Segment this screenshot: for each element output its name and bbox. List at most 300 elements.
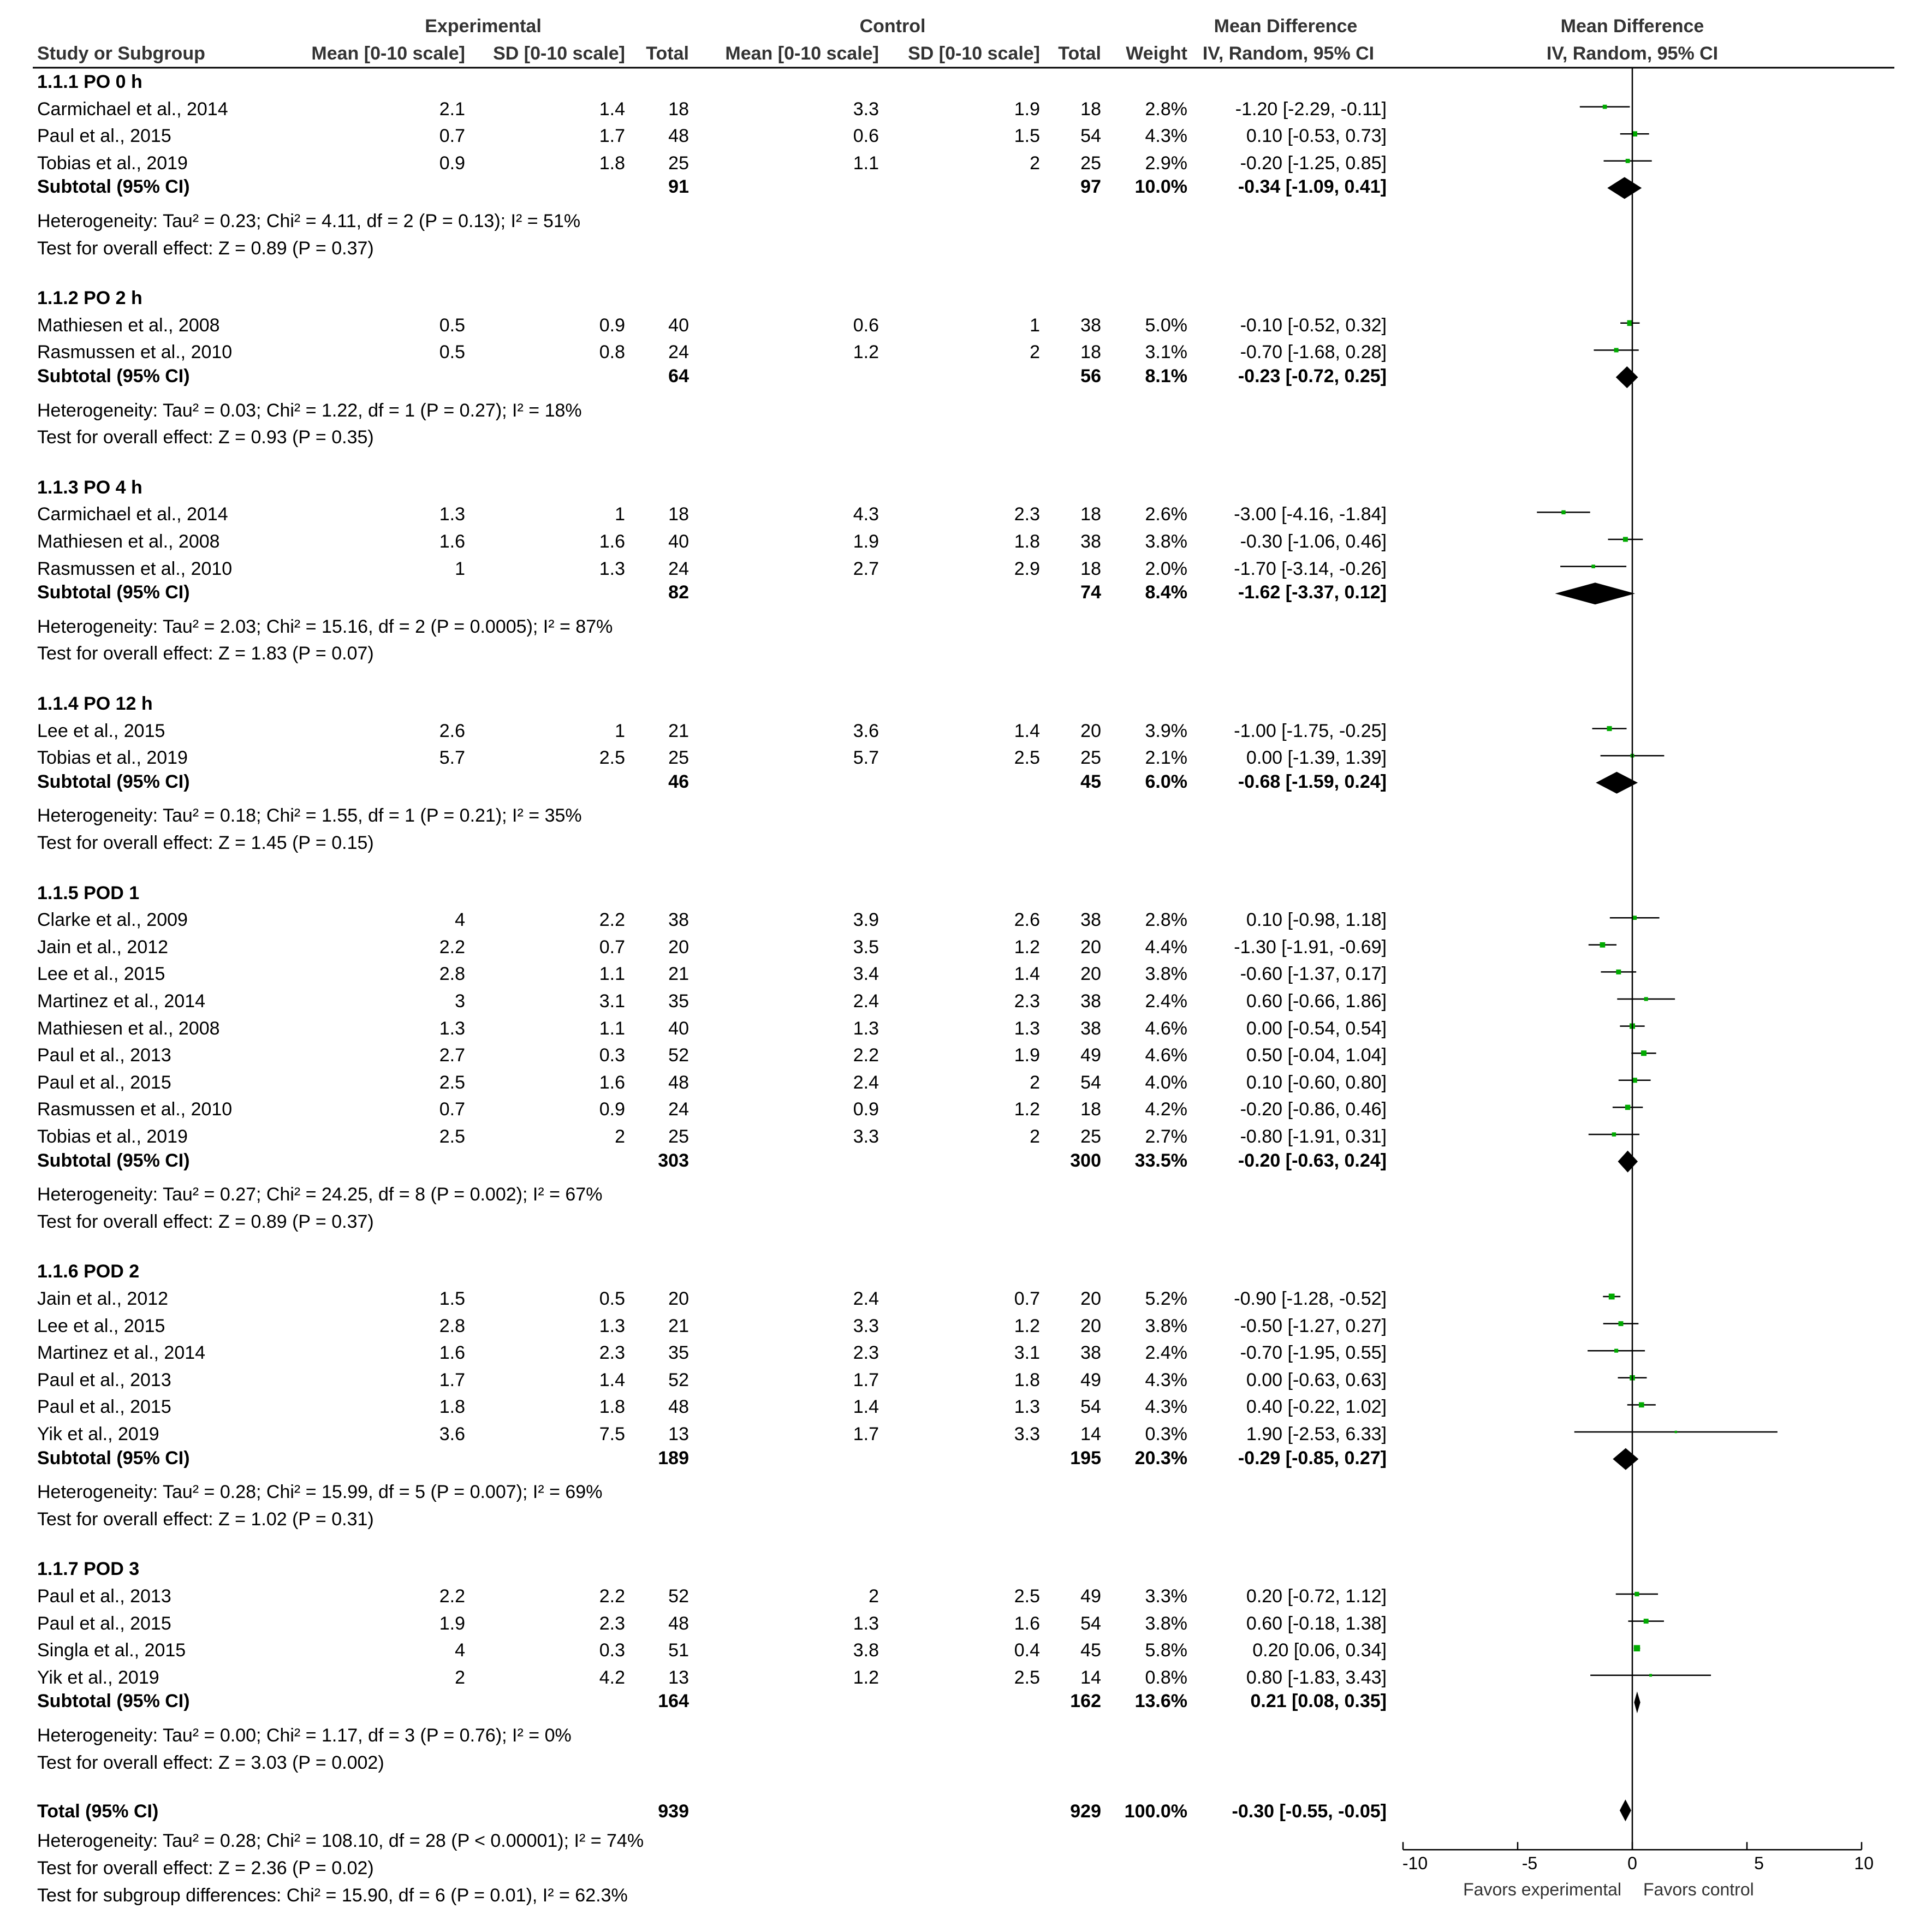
subtotal-diamond (1634, 1691, 1640, 1713)
study-name: Singla et al., 2015 (37, 1640, 186, 1661)
ctl-total: 18 (1080, 504, 1101, 525)
ctl-sd: 1.4 (1014, 964, 1040, 985)
ci-text: -1.30 [-1.91, -0.69] (1234, 936, 1387, 958)
overall-effect-text: Test for overall effect: Z = 0.89 (P = 0.37) (37, 1211, 374, 1232)
exp-total: 939 (658, 1801, 689, 1822)
weight: 2.8% (1145, 98, 1187, 120)
exp-mean: 1.5 (439, 1288, 465, 1309)
heterogeneity-text: Heterogeneity: Tau² = 2.03; Chi² = 15.16, df = 2 (P = 0.0005); I² = 87% (37, 616, 613, 637)
ctl-sd: 2 (1030, 1126, 1040, 1147)
ctl-total: 20 (1080, 1315, 1101, 1336)
exp-total: 46 (668, 771, 689, 792)
effect-point (1616, 970, 1621, 974)
subtotal-diamond (1613, 1448, 1638, 1470)
weight: 2.4% (1145, 991, 1187, 1012)
ctl-mean: 3.6 (853, 720, 879, 741)
ci-text: -0.10 [-0.52, 0.32] (1240, 314, 1387, 336)
exp-total: 13 (668, 1424, 689, 1444)
ctl-sd: 1.8 (1014, 1369, 1040, 1390)
effect-point (1614, 1349, 1618, 1353)
exp-sd: 1.6 (599, 1072, 625, 1093)
subgroup-differences: Test for subgroup differences: Chi² = 15.90, df = 6 (P = 0.01), I² = 62.3% (37, 1885, 628, 1906)
ci-text: -0.20 [-0.63, 0.24] (1238, 1150, 1387, 1171)
ctl-sd: 1.2 (1014, 1099, 1040, 1120)
ctl-sd: 2.5 (1014, 1586, 1040, 1607)
ctl-total: 18 (1080, 342, 1101, 363)
ctl-sd: 1.2 (1014, 1315, 1040, 1336)
ci-text: 0.10 [-0.53, 0.73] (1246, 126, 1387, 147)
header-study: Study or Subgroup (37, 43, 205, 64)
header-ctl-total: Total (1058, 43, 1101, 64)
ctl-total: 300 (1070, 1150, 1101, 1171)
effect-point (1641, 1050, 1647, 1056)
header-ci: IV, Random, 95% CI (1202, 43, 1375, 64)
ctl-mean: 2.7 (853, 558, 879, 579)
heterogeneity-text: Heterogeneity: Tau² = 0.18; Chi² = 1.55, df = 1 (P = 0.21); I² = 35% (37, 805, 582, 827)
exp-total: 48 (668, 126, 689, 147)
ctl-total: 54 (1080, 126, 1101, 147)
subtotal-label: Subtotal (95% CI) (37, 1447, 190, 1469)
ctl-total: 162 (1070, 1691, 1101, 1712)
header-mean-difference-table: Mean Difference (1214, 16, 1358, 37)
subgroup-title: 1.1.2 PO 2 h (37, 288, 142, 309)
ci-text: -0.20 [-1.25, 0.85] (1240, 152, 1387, 174)
heterogeneity-text: Heterogeneity: Tau² = 0.27; Chi² = 24.25, df = 8 (P = 0.002); I² = 67% (37, 1184, 603, 1205)
ci-text: -0.30 [-0.55, -0.05] (1232, 1801, 1387, 1822)
subgroup-title: 1.1.7 POD 3 (37, 1559, 140, 1580)
ctl-mean: 3.3 (853, 1126, 879, 1147)
weight: 2.6% (1145, 504, 1187, 525)
effect-point (1612, 1132, 1616, 1137)
study-name: Tobias et al., 2019 (37, 1126, 188, 1147)
ctl-mean: 0.6 (853, 126, 879, 147)
ctl-mean: 2.4 (853, 1288, 879, 1309)
ctl-sd: 1.9 (1014, 98, 1040, 120)
exp-sd: 0.9 (599, 314, 625, 336)
weight: 3.8% (1145, 1315, 1187, 1336)
exp-sd: 2 (615, 1126, 625, 1147)
study-name: Tobias et al., 2019 (37, 152, 188, 174)
overall-effect-text: Test for overall effect: Z = 1.02 (P = 0.31) (37, 1508, 374, 1530)
exp-total: 25 (668, 152, 689, 174)
subtotal-label: Subtotal (95% CI) (37, 1691, 190, 1712)
exp-total: 21 (668, 964, 689, 985)
ctl-mean: 2 (869, 1586, 879, 1607)
weight: 3.9% (1145, 720, 1187, 741)
exp-total: 35 (668, 991, 689, 1012)
exp-total: 303 (658, 1150, 689, 1171)
weight: 6.0% (1145, 771, 1187, 792)
ci-text: -0.29 [-0.85, 0.27] (1238, 1447, 1387, 1469)
weight: 2.8% (1145, 909, 1187, 931)
exp-sd: 1.3 (599, 558, 625, 579)
exp-total: 40 (668, 1018, 689, 1039)
ctl-mean: 3.8 (853, 1640, 879, 1661)
weight: 3.8% (1145, 964, 1187, 985)
exp-sd: 1.6 (599, 531, 625, 552)
exp-sd: 1 (615, 720, 625, 741)
study-name: Carmichael et al., 2014 (37, 98, 228, 120)
ci-text: -0.20 [-0.86, 0.46] (1240, 1099, 1387, 1120)
ctl-sd: 2 (1030, 342, 1040, 363)
effect-point (1625, 1105, 1630, 1110)
ctl-sd: 1.3 (1014, 1018, 1040, 1039)
overall-effect-text: Test for overall effect: Z = 3.03 (P = 0.002) (37, 1752, 384, 1773)
ctl-mean: 1.9 (853, 531, 879, 552)
subtotal-label: Subtotal (95% CI) (37, 771, 190, 792)
study-name: Paul et al., 2015 (37, 1396, 171, 1418)
ci-text: 1.90 [-2.53, 6.33] (1246, 1424, 1387, 1444)
subtotal-diamond (1607, 177, 1642, 199)
subgroup-title: 1.1.5 POD 1 (37, 882, 140, 903)
ci-text: -0.68 [-1.59, 0.24] (1238, 771, 1387, 792)
ctl-sd: 1 (1030, 314, 1040, 336)
total-diamond (1620, 1799, 1631, 1821)
ctl-sd: 1.2 (1014, 936, 1040, 958)
exp-sd: 2.2 (599, 1586, 625, 1607)
effect-point (1561, 510, 1565, 514)
weight: 3.1% (1145, 342, 1187, 363)
x-tick-label: 5 (1754, 1853, 1764, 1874)
weight: 2.1% (1145, 747, 1187, 769)
ctl-total: 20 (1080, 1288, 1101, 1309)
weight: 0.3% (1145, 1424, 1187, 1444)
exp-mean: 4 (455, 909, 465, 931)
effect-point (1626, 159, 1630, 163)
header-experimental: Experimental (425, 16, 542, 37)
study-name: Tobias et al., 2019 (37, 747, 188, 769)
favors-control-label: Favors control (1643, 1880, 1754, 1900)
study-name: Mathiesen et al., 2008 (37, 1018, 220, 1039)
ci-text: 0.00 [-1.39, 1.39] (1246, 747, 1387, 769)
subgroup-title: 1.1.4 PO 12 h (37, 693, 153, 714)
ctl-mean: 5.7 (853, 747, 879, 769)
ctl-sd: 1.6 (1014, 1613, 1040, 1634)
exp-mean: 2.6 (439, 720, 465, 741)
exp-mean: 0.9 (439, 152, 465, 174)
exp-total: 24 (668, 1099, 689, 1120)
ctl-mean: 1.3 (853, 1018, 879, 1039)
header-ctl-mean: Mean [0-10 scale] (725, 43, 879, 64)
study-name: Jain et al., 2012 (37, 936, 169, 958)
exp-sd: 1.4 (599, 98, 625, 120)
ci-text: -0.70 [-1.68, 0.28] (1240, 342, 1387, 363)
ctl-mean: 2.4 (853, 1072, 879, 1093)
ci-text: 0.80 [-1.83, 3.43] (1246, 1667, 1387, 1688)
weight: 13.6% (1134, 1691, 1187, 1712)
heterogeneity-text: Heterogeneity: Tau² = 0.03; Chi² = 1.22, df = 1 (P = 0.27); I² = 18% (37, 400, 582, 421)
weight: 20.3% (1134, 1447, 1187, 1469)
header-exp-total: Total (646, 43, 689, 64)
exp-total: 64 (668, 366, 689, 387)
study-name: Yik et al., 2019 (37, 1667, 159, 1688)
ctl-total: 14 (1080, 1667, 1101, 1688)
ci-text: -0.50 [-1.27, 0.27] (1240, 1315, 1387, 1336)
ctl-sd: 1.5 (1014, 126, 1040, 147)
exp-total: 20 (668, 1288, 689, 1309)
exp-total: 164 (658, 1691, 689, 1712)
weight: 4.6% (1145, 1018, 1187, 1039)
study-name: Lee et al., 2015 (37, 720, 165, 741)
weight: 5.8% (1145, 1640, 1187, 1661)
ctl-total: 45 (1080, 771, 1101, 792)
exp-sd: 0.9 (599, 1099, 625, 1120)
weight: 4.6% (1145, 1045, 1187, 1066)
exp-mean: 0.7 (439, 126, 465, 147)
ctl-total: 38 (1080, 1018, 1101, 1039)
subtotal-label: Subtotal (95% CI) (37, 366, 190, 387)
ctl-total: 25 (1080, 152, 1101, 174)
ctl-sd: 2.5 (1014, 1667, 1040, 1688)
ci-text: 0.10 [-0.60, 0.80] (1246, 1072, 1387, 1093)
effect-point (1644, 1619, 1649, 1624)
exp-mean: 1.7 (439, 1369, 465, 1390)
subtotal-diamond (1596, 772, 1638, 794)
ctl-total: 97 (1080, 176, 1101, 198)
study-name: Paul et al., 2015 (37, 1072, 171, 1093)
weight: 3.3% (1145, 1586, 1187, 1607)
weight: 8.1% (1145, 366, 1187, 387)
study-name: Paul et al., 2013 (37, 1586, 171, 1607)
x-tick-label: 0 (1627, 1853, 1637, 1874)
ci-text: 0.20 [-0.72, 1.12] (1246, 1586, 1387, 1607)
study-name: Lee et al., 2015 (37, 1315, 165, 1336)
study-name: Jain et al., 2012 (37, 1288, 169, 1309)
ctl-sd: 0.7 (1014, 1288, 1040, 1309)
exp-total: 25 (668, 1126, 689, 1147)
subtotal-label: Subtotal (95% CI) (37, 582, 190, 603)
exp-total: 48 (668, 1613, 689, 1634)
weight: 5.0% (1145, 314, 1187, 336)
study-name: Martinez et al., 2014 (37, 991, 206, 1012)
exp-total: 21 (668, 720, 689, 741)
exp-mean: 2 (455, 1667, 465, 1688)
ci-text: -0.80 [-1.91, 0.31] (1240, 1126, 1387, 1147)
exp-sd: 1.7 (599, 126, 625, 147)
total-heterogeneity: Heterogeneity: Tau² = 0.28; Chi² = 108.10, df = 28 (P < 0.00001); I² = 74% (37, 1830, 644, 1852)
exp-sd: 0.3 (599, 1045, 625, 1066)
ci-text: -0.60 [-1.37, 0.17] (1240, 964, 1387, 985)
exp-total: 82 (668, 582, 689, 603)
total-overall-effect: Test for overall effect: Z = 2.36 (P = 0.02) (37, 1858, 374, 1879)
exp-total: 20 (668, 936, 689, 958)
exp-mean: 1 (455, 558, 465, 579)
weight: 3.8% (1145, 531, 1187, 552)
exp-sd: 1.4 (599, 1369, 625, 1390)
exp-sd: 1.8 (599, 1396, 625, 1418)
ctl-mean: 1.7 (853, 1424, 879, 1444)
exp-sd: 2.5 (599, 747, 625, 769)
exp-total: 21 (668, 1315, 689, 1336)
heterogeneity-text: Heterogeneity: Tau² = 0.00; Chi² = 1.17, df = 3 (P = 0.76); I² = 0% (37, 1725, 572, 1746)
ctl-total: 38 (1080, 314, 1101, 336)
exp-total: 40 (668, 531, 689, 552)
ctl-sd: 3.3 (1014, 1424, 1040, 1444)
ctl-total: 49 (1080, 1045, 1101, 1066)
weight: 4.3% (1145, 126, 1187, 147)
ctl-sd: 1.3 (1014, 1396, 1040, 1418)
ctl-total: 38 (1080, 991, 1101, 1012)
ctl-mean: 1.3 (853, 1613, 879, 1634)
exp-total: 40 (668, 314, 689, 336)
study-name: Rasmussen et al., 2010 (37, 342, 233, 363)
effect-point (1619, 1321, 1624, 1326)
ctl-sd: 2 (1030, 1072, 1040, 1093)
exp-total: 52 (668, 1369, 689, 1390)
exp-mean: 1.6 (439, 1342, 465, 1364)
subtotal-label: Subtotal (95% CI) (37, 1150, 190, 1171)
exp-total: 189 (658, 1447, 689, 1469)
exp-sd: 3.1 (599, 991, 625, 1012)
weight: 2.0% (1145, 558, 1187, 579)
study-name: Rasmussen et al., 2010 (37, 1099, 233, 1120)
effect-point (1603, 105, 1607, 109)
exp-total: 24 (668, 558, 689, 579)
weight: 4.3% (1145, 1369, 1187, 1390)
exp-mean: 1.6 (439, 531, 465, 552)
weight: 2.7% (1145, 1126, 1187, 1147)
ci-text: -1.00 [-1.75, -0.25] (1234, 720, 1387, 741)
ctl-mean: 1.1 (853, 152, 879, 174)
overall-effect-text: Test for overall effect: Z = 1.45 (P = 0.15) (37, 833, 374, 853)
weight: 2.9% (1145, 152, 1187, 174)
exp-mean: 2.2 (439, 936, 465, 958)
exp-mean: 5.7 (439, 747, 465, 769)
exp-total: 38 (668, 909, 689, 931)
ctl-mean: 3.3 (853, 98, 879, 120)
ctl-mean: 1.2 (853, 342, 879, 363)
ctl-total: 14 (1080, 1424, 1101, 1444)
overall-effect-text: Test for overall effect: Z = 0.89 (P = 0.37) (37, 237, 374, 259)
effect-point (1675, 1431, 1677, 1433)
favors-experimental-label: Favors experimental (1463, 1880, 1621, 1900)
ci-text: 0.21 [0.08, 0.35] (1250, 1691, 1387, 1712)
exp-mean: 1.8 (439, 1396, 465, 1418)
ctl-total: 74 (1080, 582, 1101, 603)
exp-mean: 3.6 (439, 1424, 465, 1444)
weight: 100.0% (1124, 1801, 1187, 1822)
exp-mean: 2.5 (439, 1126, 465, 1147)
exp-mean: 1.3 (439, 1018, 465, 1039)
subgroup-title: 1.1.1 PO 0 h (37, 72, 142, 92)
ci-text: 0.10 [-0.98, 1.18] (1246, 909, 1387, 931)
exp-sd: 0.5 (599, 1288, 625, 1309)
effect-point (1614, 348, 1619, 352)
subtotal-diamond (1616, 366, 1638, 388)
study-name: Martinez et al., 2014 (37, 1342, 206, 1364)
ctl-total: 18 (1080, 1099, 1101, 1120)
ctl-total: 18 (1080, 558, 1101, 579)
ctl-total: 18 (1080, 98, 1101, 120)
header-exp-sd: SD [0-10 scale] (493, 43, 625, 64)
effect-point (1639, 1402, 1644, 1408)
ctl-total: 25 (1080, 1126, 1101, 1147)
subtotal-diamond (1555, 582, 1635, 604)
exp-sd: 2.3 (599, 1342, 625, 1364)
ci-text: -0.34 [-1.09, 0.41] (1238, 176, 1387, 198)
exp-mean: 4 (455, 1640, 465, 1661)
header-weight: Weight (1126, 43, 1187, 64)
ctl-mean: 3.9 (853, 909, 879, 931)
ctl-sd: 1.4 (1014, 720, 1040, 741)
exp-total: 52 (668, 1045, 689, 1066)
weight: 10.0% (1134, 176, 1187, 198)
exp-sd: 1.1 (599, 1018, 625, 1039)
exp-mean: 1.9 (439, 1613, 465, 1634)
ci-text: 0.00 [-0.63, 0.63] (1246, 1369, 1387, 1390)
exp-mean: 2.5 (439, 1072, 465, 1093)
ctl-total: 20 (1080, 936, 1101, 958)
ctl-total: 54 (1080, 1613, 1101, 1634)
ctl-sd: 2.9 (1014, 558, 1040, 579)
exp-sd: 2.2 (599, 909, 625, 931)
exp-sd: 0.7 (599, 936, 625, 958)
x-tick-label: -5 (1521, 1853, 1538, 1874)
ci-text: 0.50 [-0.04, 1.04] (1246, 1045, 1387, 1066)
weight: 33.5% (1134, 1150, 1187, 1171)
exp-sd: 1.1 (599, 964, 625, 985)
ci-text: -1.70 [-3.14, -0.26] (1234, 558, 1387, 579)
study-name: Paul et al., 2013 (37, 1369, 171, 1390)
ctl-total: 56 (1080, 366, 1101, 387)
ctl-sd: 2.3 (1014, 991, 1040, 1012)
ctl-mean: 2.4 (853, 991, 879, 1012)
exp-sd: 7.5 (599, 1424, 625, 1444)
overall-effect-text: Test for overall effect: Z = 1.83 (P = 0.07) (37, 643, 374, 664)
study-name: Paul et al., 2013 (37, 1045, 171, 1066)
exp-total: 48 (668, 1072, 689, 1093)
overall-effect-text: Test for overall effect: Z = 0.93 (P = 0.35) (37, 427, 374, 448)
exp-mean: 3 (455, 991, 465, 1012)
ci-text: -1.20 [-2.29, -0.11] (1235, 98, 1387, 120)
total-label: Total (95% CI) (37, 1801, 159, 1822)
exp-mean: 0.7 (439, 1099, 465, 1120)
ctl-mean: 2.3 (853, 1342, 879, 1364)
ctl-mean: 0.6 (853, 314, 879, 336)
subgroup-title: 1.1.6 POD 2 (37, 1261, 140, 1282)
exp-sd: 0.8 (599, 342, 625, 363)
effect-point (1609, 1294, 1615, 1300)
ci-text: 0.00 [-0.54, 0.54] (1246, 1018, 1387, 1039)
exp-sd: 1.8 (599, 152, 625, 174)
ci-text: 0.40 [-0.22, 1.02] (1246, 1396, 1387, 1418)
ci-text: -0.23 [-0.72, 0.25] (1238, 366, 1387, 387)
exp-total: 13 (668, 1667, 689, 1688)
ctl-mean: 3.4 (853, 964, 879, 985)
ctl-mean: 3.3 (853, 1315, 879, 1336)
ctl-sd: 2.3 (1014, 504, 1040, 525)
exp-sd: 2.3 (599, 1613, 625, 1634)
ctl-total: 49 (1080, 1369, 1101, 1390)
ci-text: -0.90 [-1.28, -0.52] (1234, 1288, 1387, 1309)
heterogeneity-text: Heterogeneity: Tau² = 0.28; Chi² = 15.99, df = 5 (P = 0.007); I² = 69% (37, 1482, 603, 1503)
exp-sd: 1 (615, 504, 625, 525)
weight: 5.2% (1145, 1288, 1187, 1309)
exp-total: 25 (668, 747, 689, 769)
weight: 0.8% (1145, 1667, 1187, 1688)
ci-text: 0.60 [-0.18, 1.38] (1246, 1613, 1387, 1634)
study-name: Mathiesen et al., 2008 (37, 531, 220, 552)
effect-point (1644, 997, 1648, 1001)
study-name: Paul et al., 2015 (37, 126, 171, 147)
effect-point (1623, 537, 1628, 542)
ctl-total: 54 (1080, 1396, 1101, 1418)
ctl-mean: 3.5 (853, 936, 879, 958)
study-name: Lee et al., 2015 (37, 964, 165, 985)
weight: 4.0% (1145, 1072, 1187, 1093)
exp-sd: 0.3 (599, 1640, 625, 1661)
weight: 3.8% (1145, 1613, 1187, 1634)
